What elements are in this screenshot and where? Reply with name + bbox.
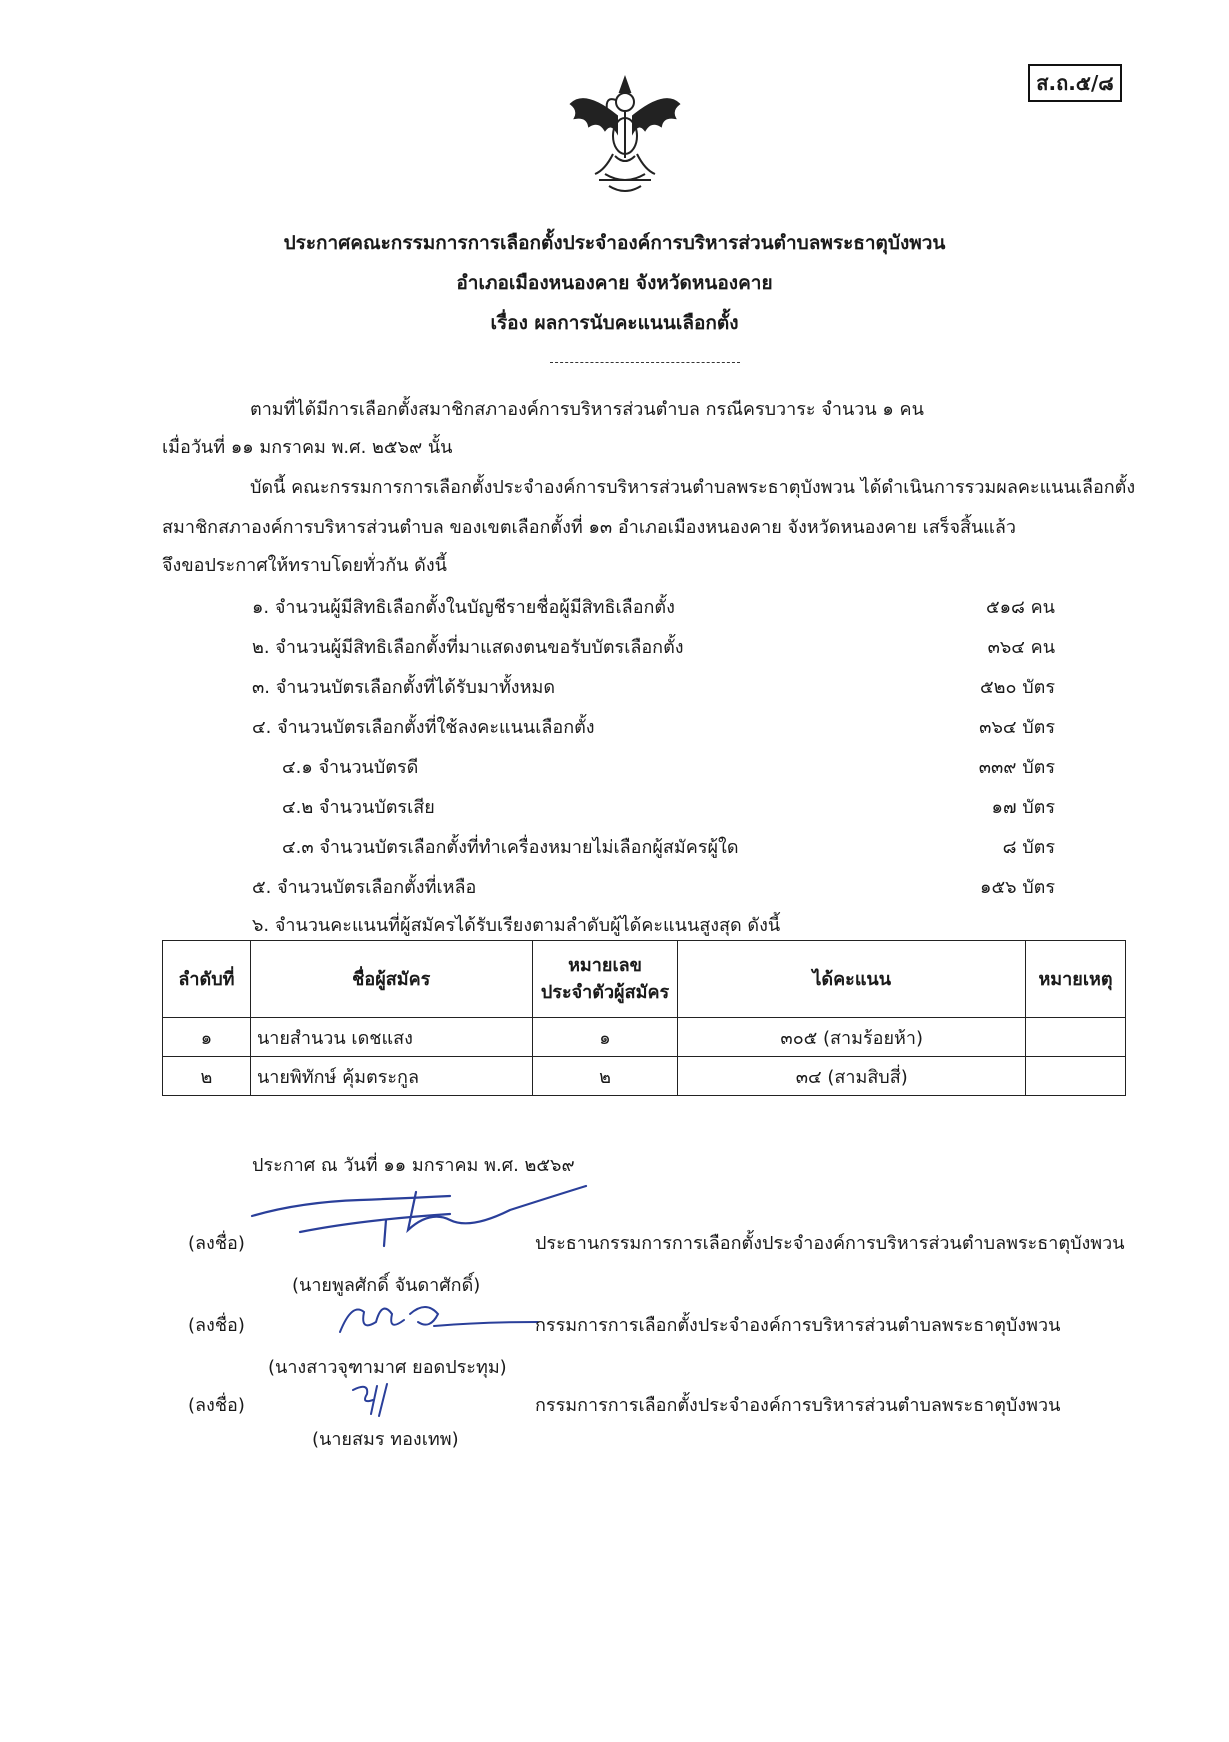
item-label: ๓. จำนวนบัตรเลือกตั้งที่ได้รับมาทั้งหมด — [252, 677, 556, 698]
table-header-row — [163, 941, 1126, 1018]
item-amount: ๕๑๘ คน — [985, 597, 1055, 618]
sign-label: (ลงชื่อ) — [188, 1315, 245, 1336]
item-6-label: ๖. จำนวนคะแนนที่ผู้สมัครได้รับเรียงตามลำดับผู้ได้คะแนนสูงสุด ดังนี้ — [252, 915, 781, 936]
cell-name: นายพิทักษ์ คุ้มตระกูล — [250, 1057, 532, 1096]
item-amount: ๓๓๙ บัตร — [978, 757, 1055, 778]
item-label: ๕. จำนวนบัตรเลือกตั้งที่เหลือ — [252, 877, 477, 898]
signer-name-committee-2: (นายสมร ทองเทพ) — [312, 1429, 459, 1450]
position-chairman: ประธานกรรมการการเลือกตั้งประจำองค์การบริหารส่วนตำบลพระธาตุบังพวน — [535, 1233, 1125, 1254]
cell-number: ๒ — [532, 1057, 678, 1096]
header-number — [532, 941, 678, 1018]
results-table — [162, 940, 1126, 1096]
signer-name-chairman: (นายพูลศักดิ์ จันดาศักดิ์) — [292, 1275, 481, 1296]
signature-committee-2 — [345, 1380, 405, 1420]
item-label: ๔.๑ จำนวนบัตรดี — [282, 757, 419, 778]
cell-rank: ๑ — [163, 1018, 251, 1057]
cell-name: นายสำนวน เดชแสง — [250, 1018, 532, 1057]
item-amount: ๓๖๔ บัตร — [979, 717, 1055, 738]
paragraph-1-line-1: ตามที่ได้มีการเลือกตั้งสมาชิกสภาองค์การบริหารส่วนตำบล กรณีครบวาระ จำนวน ๑ คน — [250, 399, 924, 420]
cell-note — [1025, 1057, 1125, 1096]
form-code-box — [1028, 64, 1122, 102]
paragraph-2-line-2: สมาชิกสภาองค์การบริหารส่วนตำบล ของเขตเลือกตั้งที่ ๑๓ อำเภอเมืองหนองคาย จังหวัดหนองคาย เสร็จสิ้นแล้ว — [162, 517, 1017, 538]
paragraph-1-line-2: เมื่อวันที่ ๑๑ มกราคม พ.ศ. ๒๕๖๙ นั้น — [162, 437, 453, 458]
item-label: ๑. จำนวนผู้มีสิทธิเลือกตั้งในบัญชีรายชื่อผู้มีสิทธิเลือกตั้ง — [252, 597, 675, 618]
paragraph-2-line-3: จึงขอประกาศให้ทราบโดยทั่วกัน ดังนี้ — [162, 555, 447, 576]
position-committee-2: กรรมการการเลือกตั้งประจำองค์การบริหารส่วนตำบลพระธาตุบังพวน — [535, 1395, 1061, 1416]
table-row — [163, 1018, 1126, 1057]
subject-line: เรื่อง ผลการนับคะแนนเลือกตั้ง — [490, 312, 739, 334]
header-score: ได้คะแนน — [678, 941, 1026, 1018]
table-row — [163, 1057, 1126, 1096]
header-name: ชื่อผู้สมัคร — [250, 941, 532, 1018]
signature-committee-1 — [330, 1292, 540, 1342]
header-number-line-2: ประจำตัวผู้สมัคร — [540, 982, 670, 1003]
district-province-line: อำเภอเมืองหนองคาย จังหวัดหนองคาย — [456, 272, 773, 294]
item-amount: ๕๒๐ บัตร — [980, 677, 1055, 698]
item-amount: ๑๕๖ บัตร — [980, 877, 1055, 898]
item-label: ๒. จำนวนผู้มีสิทธิเลือกตั้งที่มาแสดงตนขอรับบัตรเลือกตั้ง — [252, 637, 684, 658]
header-note: หมายเหตุ — [1025, 941, 1125, 1018]
cell-score: ๓๔ (สามสิบสี่) — [678, 1057, 1026, 1096]
cell-note — [1025, 1018, 1125, 1057]
form-code: ส.ถ.๕/๘ — [1036, 71, 1114, 95]
item-amount: ๑๗ บัตร — [991, 797, 1055, 818]
item-amount: ๓๖๔ คน — [987, 637, 1055, 658]
garuda-emblem-icon — [565, 70, 685, 200]
position-committee-1: กรรมการการเลือกตั้งประจำองค์การบริหารส่วนตำบลพระธาตุบังพวน — [535, 1315, 1061, 1336]
header-divider — [550, 362, 740, 363]
cell-number: ๑ — [532, 1018, 678, 1057]
item-label: ๔.๓ จำนวนบัตรเลือกตั้งที่ทำเครื่องหมายไม่เลือกผู้สมัครผู้ใด — [282, 837, 739, 858]
item-label: ๔. จำนวนบัตรเลือกตั้งที่ใช้ลงคะแนนเลือกตั้ง — [252, 717, 595, 738]
header-rank: ลำดับที่ — [163, 941, 251, 1018]
sign-label: (ลงชื่อ) — [188, 1395, 245, 1416]
announcement-title: ประกาศคณะกรรมการการเลือกตั้งประจำองค์การบริหารส่วนตำบลพระธาตุบังพวน — [283, 232, 946, 254]
header-number-line-1: หมายเลข — [568, 955, 642, 976]
cell-score: ๓๐๕ (สามร้อยห้า) — [678, 1018, 1026, 1057]
paragraph-2-line-1: บัดนี้ คณะกรรมการการเลือกตั้งประจำองค์การบริหารส่วนตำบลพระธาตุบังพวน ได้ดำเนินการรวมผลคะแนนเลือกตั้ง — [250, 477, 1136, 498]
announcement-date: ประกาศ ณ วันที่ ๑๑ มกราคม พ.ศ. ๒๕๖๙ — [252, 1155, 575, 1176]
sign-label: (ลงชื่อ) — [188, 1233, 245, 1254]
cell-rank: ๒ — [163, 1057, 251, 1096]
item-label: ๔.๒ จำนวนบัตรเสีย — [282, 797, 435, 818]
signer-name-committee-1: (นางสาวจุฑามาศ ยอดประทุม) — [268, 1357, 507, 1378]
item-amount: ๘ บัตร — [1002, 837, 1055, 858]
